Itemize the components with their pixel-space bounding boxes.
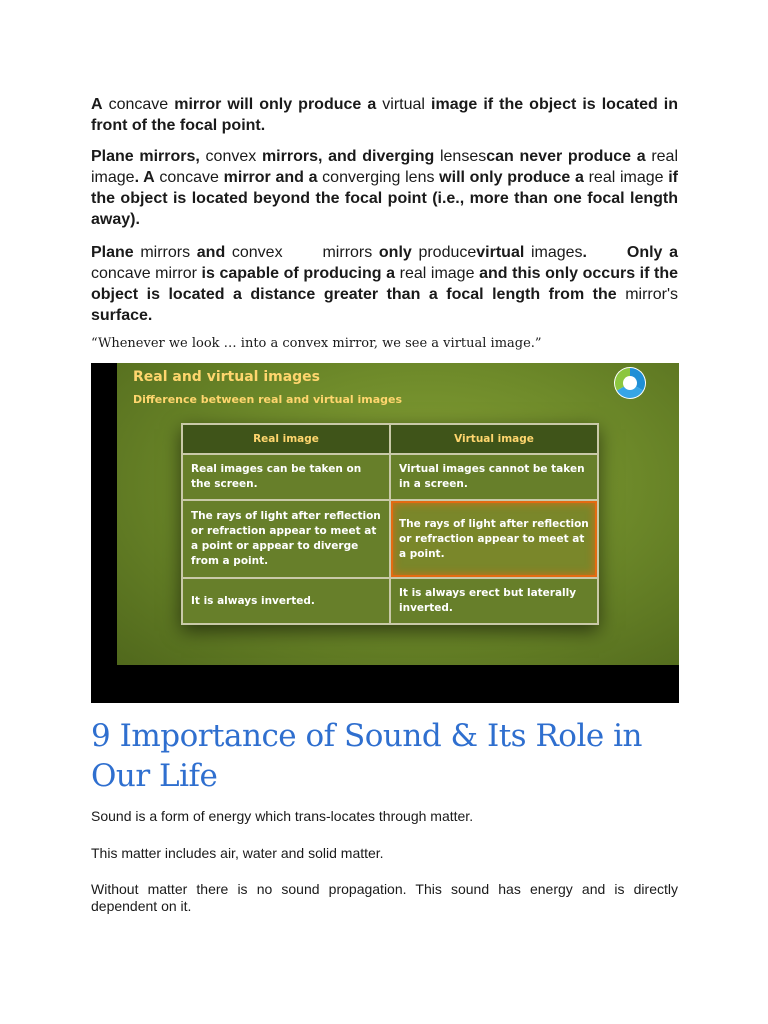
logo-icon <box>612 365 648 401</box>
text-run: mirror and a <box>223 169 318 186</box>
paragraph-concave-real-image <box>91 242 678 326</box>
table-row <box>182 578 598 624</box>
table-cell: It is always inverted. <box>182 578 390 624</box>
text-run: mirror will only produce a <box>174 96 377 113</box>
text-run: only <box>378 244 412 261</box>
text-run: A <box>91 96 103 113</box>
table-row <box>182 454 598 500</box>
slide-subtitle: Difference between real and virtual images <box>133 393 403 406</box>
text-run: concave mirror <box>91 265 202 282</box>
header-real-image: Real image <box>182 424 390 454</box>
table-row <box>182 500 598 578</box>
text-run: . A <box>134 169 155 186</box>
text-run: surface. <box>91 307 153 324</box>
text-run: Plane mirrors, <box>91 148 200 165</box>
body-paragraph: Without matter there is no sound propagation. This sound has energy and is directly dependent on it. <box>91 881 678 914</box>
text-run: virtual <box>376 96 432 113</box>
slide-board <box>117 363 679 665</box>
text-run: will only produce a <box>439 169 584 186</box>
text-run: real image <box>395 265 480 282</box>
header-virtual-image: Virtual image <box>390 424 598 454</box>
text-run: mirrors <box>133 244 197 261</box>
text-run: . Only a <box>582 244 679 261</box>
text-run: mirror's <box>616 286 679 303</box>
text-run: converging lens <box>317 169 440 186</box>
table-cell: The rays of light after reflection or refraction appear to meet at a point or appear to diverge from a point. <box>182 500 390 578</box>
paragraph-plane-mirrors <box>91 146 678 230</box>
text-run: convex <box>199 148 262 165</box>
highlighted-cell: The rays of light after reflection or refraction appear to meet at a point. <box>390 500 598 578</box>
text-run: is capable of producing a <box>201 265 396 282</box>
text-run: Plane <box>91 244 134 261</box>
text-run: real image <box>91 148 679 186</box>
text-run: and this only occurs if the object is located a distance greater than a focal length from the <box>91 265 679 303</box>
quote: “Whenever we look … into a convex mirror, we see a virtual image.” <box>91 336 542 351</box>
text-run: concave <box>102 96 175 113</box>
text-run: if the object is located beyond the focal point (i.e., more than one focal length away). <box>91 169 679 228</box>
body-paragraph: This matter includes air, water and solid matter. <box>91 845 384 861</box>
text-run: convex mirrors <box>225 244 379 261</box>
slide-title: Real and virtual images <box>133 369 320 385</box>
table-cell: It is always erect but laterally inverted. <box>390 578 598 624</box>
text-run: lenses <box>434 148 487 165</box>
table-cell: Virtual images cannot be taken in a screen. <box>390 454 598 500</box>
text-run: and <box>196 244 226 261</box>
paragraph-concave-mirror <box>91 94 678 136</box>
table-cell: Real images can be taken on the screen. <box>182 454 390 500</box>
comparison-table <box>181 423 599 625</box>
table-header-row <box>182 424 598 454</box>
text-run: real image <box>583 169 669 186</box>
slide-image <box>91 363 679 703</box>
text-run: can never produce a <box>486 148 646 165</box>
text-run: mirrors, and diverging <box>261 148 435 165</box>
text-run: image if the object is located in front of the focal point. <box>91 96 679 134</box>
text-run: images <box>524 244 583 261</box>
text-run: virtual <box>476 244 525 261</box>
body-paragraph: Sound is a form of energy which trans-locates through matter. <box>91 808 474 824</box>
section-heading: 9 Importance of Sound & Its Role in Our Life <box>91 718 642 794</box>
text-run: concave <box>154 169 224 186</box>
text-run: produce <box>411 244 477 261</box>
